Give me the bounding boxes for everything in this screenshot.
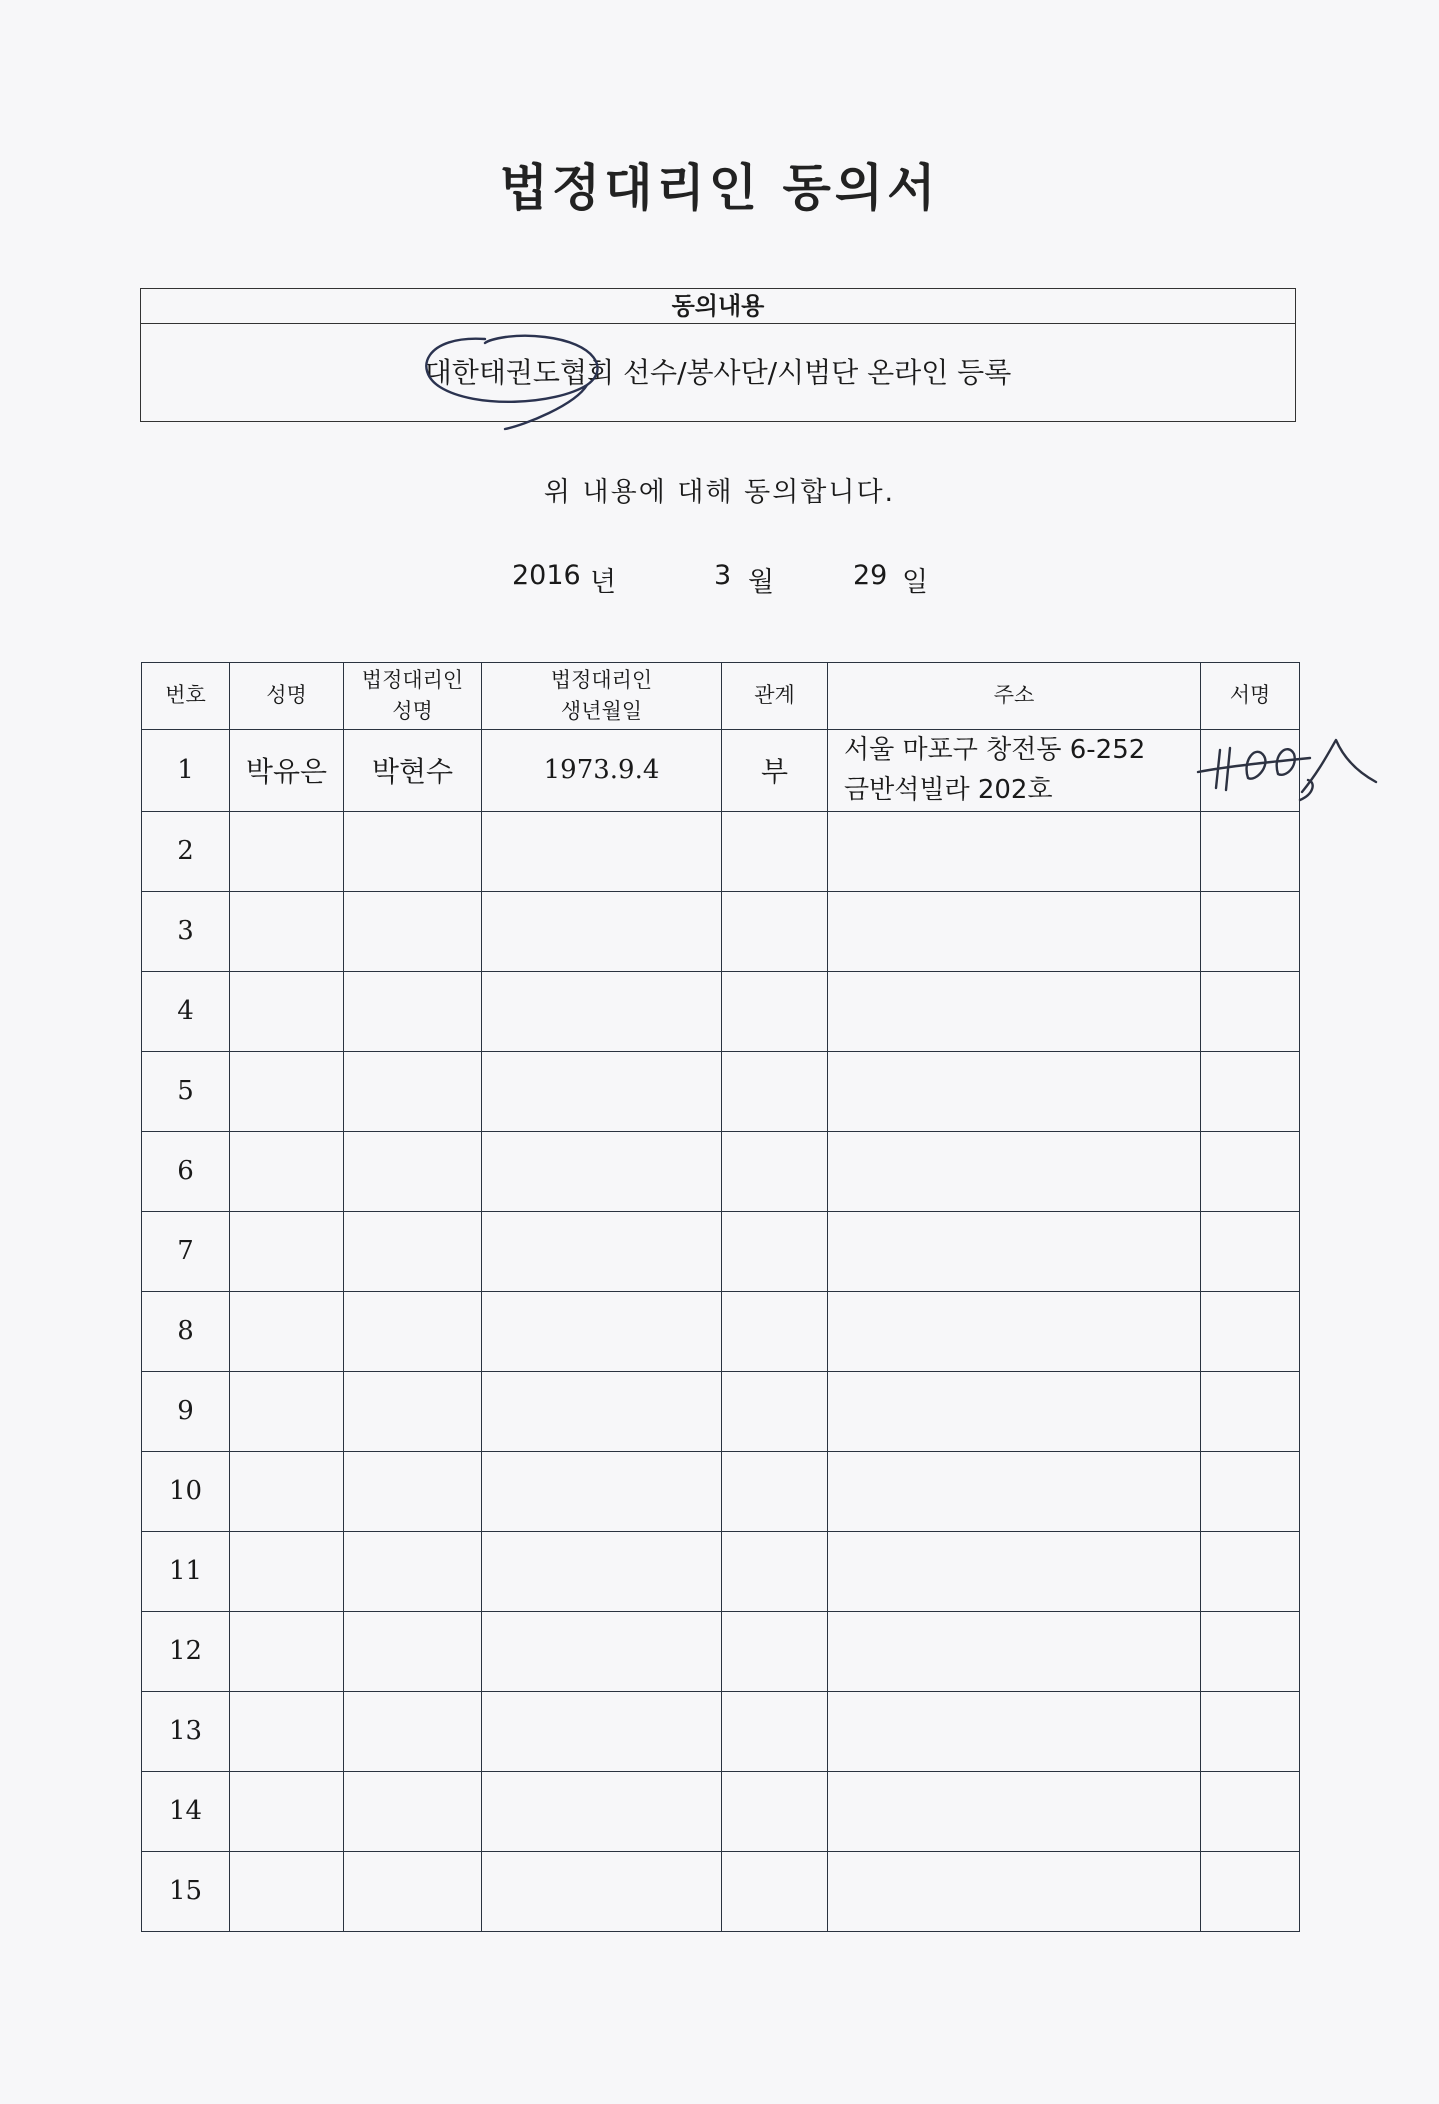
row-name <box>230 1851 344 1931</box>
header-guardian-birth <box>482 663 722 730</box>
row-name <box>230 811 344 891</box>
row-relation <box>722 1211 828 1291</box>
table-row <box>142 811 1300 891</box>
row-name <box>230 1451 344 1531</box>
row-name <box>230 971 344 1051</box>
table-row <box>142 891 1300 971</box>
registration-table <box>141 662 1300 1932</box>
row-relation <box>722 891 828 971</box>
row-address <box>828 730 1201 812</box>
row-no: 6 <box>142 1131 230 1211</box>
row-guardian-birth <box>482 1451 722 1531</box>
row-signature <box>1201 971 1300 1051</box>
row-guardian-birth <box>482 1611 722 1691</box>
row-relation <box>722 811 828 891</box>
row-signature <box>1201 1851 1300 1931</box>
row-no: 10 <box>142 1451 230 1531</box>
row-signature <box>1201 891 1300 971</box>
row-address-line2: 금반석빌라 202호 <box>844 775 1053 806</box>
row-guardian-birth: 1973.9.4 <box>482 730 722 812</box>
row-no: 12 <box>142 1611 230 1691</box>
row-name <box>230 891 344 971</box>
row-address <box>828 1531 1201 1611</box>
row-address <box>828 1611 1201 1691</box>
table-row <box>142 1371 1300 1451</box>
row-relation <box>722 1851 828 1931</box>
row-signature <box>1201 1211 1300 1291</box>
row-address <box>828 1291 1201 1371</box>
row-no: 13 <box>142 1691 230 1771</box>
row-name <box>230 1771 344 1851</box>
table-row <box>142 1611 1300 1691</box>
row-address <box>828 1051 1201 1131</box>
row-relation <box>722 1371 828 1451</box>
row-signature <box>1201 811 1300 891</box>
row-relation <box>722 1691 828 1771</box>
table-header-row <box>142 663 1300 730</box>
row-guardian-name <box>344 1611 482 1691</box>
row-guardian-name <box>344 891 482 971</box>
row-signature <box>1201 1531 1300 1611</box>
row-relation <box>722 971 828 1051</box>
row-no: 11 <box>142 1531 230 1611</box>
row-guardian-birth <box>482 1371 722 1451</box>
row-name <box>230 1691 344 1771</box>
row-guardian-birth <box>482 1291 722 1371</box>
row-signature <box>1201 1291 1300 1371</box>
row-address <box>828 1771 1201 1851</box>
row-guardian-name <box>344 1211 482 1291</box>
row-guardian-birth <box>482 1131 722 1211</box>
row-relation <box>722 1531 828 1611</box>
consent-content-box <box>140 288 1296 422</box>
date-year: 2016 <box>512 560 581 591</box>
row-relation <box>722 1051 828 1131</box>
header-guardian-name-l2: 성명 <box>392 699 433 723</box>
row-signature <box>1201 1371 1300 1451</box>
header-address: 주소 <box>828 663 1201 730</box>
row-guardian-birth <box>482 1771 722 1851</box>
row-signature <box>1201 1451 1300 1531</box>
row-relation <box>722 1131 828 1211</box>
row-address <box>828 1691 1201 1771</box>
row-name <box>230 1531 344 1611</box>
row-guardian-birth <box>482 1531 722 1611</box>
table-row <box>142 1291 1300 1371</box>
header-name: 성명 <box>230 663 344 730</box>
row-guardian-birth <box>482 971 722 1051</box>
row-no: 4 <box>142 971 230 1051</box>
handdrawn-circle-mark <box>405 325 615 435</box>
row-address <box>828 1131 1201 1211</box>
header-guardian-name-l1: 법정대리인 <box>361 667 464 692</box>
row-guardian-birth <box>482 811 722 891</box>
page-title: 법정대리인 동의서 <box>499 159 940 217</box>
header-guardian-birth-l2: 생년월일 <box>560 699 643 723</box>
row-name <box>230 1371 344 1451</box>
row-guardian-name <box>344 1371 482 1451</box>
date-day-unit: 일 <box>902 567 929 598</box>
row-signature <box>1201 1611 1300 1691</box>
row-no: 1 <box>142 730 230 812</box>
date-day: 29 <box>853 560 888 591</box>
header-relation: 관계 <box>722 663 828 730</box>
consent-content-body: 대한태권도협회 선수/봉사단/시범단 온라인 등록 <box>424 356 1012 389</box>
row-address <box>828 1451 1201 1531</box>
table-row <box>142 1851 1300 1931</box>
row-no: 5 <box>142 1051 230 1131</box>
header-guardian-birth-l1: 법정대리인 <box>550 667 653 692</box>
row-guardian-name <box>344 811 482 891</box>
row-guardian-birth <box>482 1691 722 1771</box>
row-address <box>828 1211 1201 1291</box>
row-name <box>230 1211 344 1291</box>
row-address <box>828 811 1201 891</box>
row-no: 9 <box>142 1371 230 1451</box>
row-address <box>828 1371 1201 1451</box>
row-relation <box>722 1291 828 1371</box>
date-month: 3 <box>714 560 732 591</box>
date-month-unit: 월 <box>748 567 775 598</box>
row-signature <box>1201 1691 1300 1771</box>
date-year-unit: 년 <box>590 567 617 598</box>
row-no: 7 <box>142 1211 230 1291</box>
row-signature <box>1201 1051 1300 1131</box>
table-row <box>142 1131 1300 1211</box>
header-signature: 서명 <box>1201 663 1300 730</box>
table-row <box>142 1531 1300 1611</box>
agreement-statement: 위 내용에 대해 동의합니다. <box>543 477 896 508</box>
row-guardian-name <box>344 1771 482 1851</box>
header-no: 번호 <box>142 663 230 730</box>
row-address <box>828 891 1201 971</box>
row-guardian-birth <box>482 1851 722 1931</box>
row-guardian-birth <box>482 891 722 971</box>
row-address-line1: 서울 마포구 창전동 6-252 <box>844 735 1146 765</box>
row-name <box>230 1131 344 1211</box>
consent-content-header: 동의내용 <box>141 289 1295 324</box>
row-guardian-name <box>344 1851 482 1931</box>
table-row <box>142 1211 1300 1291</box>
table-row <box>142 1051 1300 1131</box>
table-row <box>142 730 1300 812</box>
row-name <box>230 1051 344 1131</box>
table-row <box>142 1691 1300 1771</box>
table-row <box>142 1451 1300 1531</box>
row-name <box>230 1291 344 1371</box>
row-no: 15 <box>142 1851 230 1931</box>
header-guardian-name <box>344 663 482 730</box>
row-guardian-birth <box>482 1211 722 1291</box>
row-guardian-name <box>344 1291 482 1371</box>
row-signature <box>1201 1131 1300 1211</box>
row-relation: 부 <box>722 730 828 812</box>
row-no: 8 <box>142 1291 230 1371</box>
row-guardian-name <box>344 1451 482 1531</box>
row-guardian-name <box>344 1531 482 1611</box>
row-no: 2 <box>142 811 230 891</box>
row-signature <box>1201 1771 1300 1851</box>
row-guardian-birth <box>482 1051 722 1131</box>
table-row <box>142 971 1300 1051</box>
row-name <box>230 1611 344 1691</box>
handwritten-signature <box>1190 730 1380 820</box>
row-address <box>828 971 1201 1051</box>
row-guardian-name <box>344 971 482 1051</box>
row-address <box>828 1851 1201 1931</box>
row-guardian-name <box>344 1051 482 1131</box>
row-relation <box>722 1451 828 1531</box>
row-guardian-name: 박현수 <box>344 730 482 812</box>
table-row <box>142 1771 1300 1851</box>
row-relation <box>722 1611 828 1691</box>
row-name: 박유은 <box>230 730 344 812</box>
row-guardian-name <box>344 1131 482 1211</box>
row-guardian-name <box>344 1691 482 1771</box>
row-no: 14 <box>142 1771 230 1851</box>
row-relation <box>722 1771 828 1851</box>
row-no: 3 <box>142 891 230 971</box>
